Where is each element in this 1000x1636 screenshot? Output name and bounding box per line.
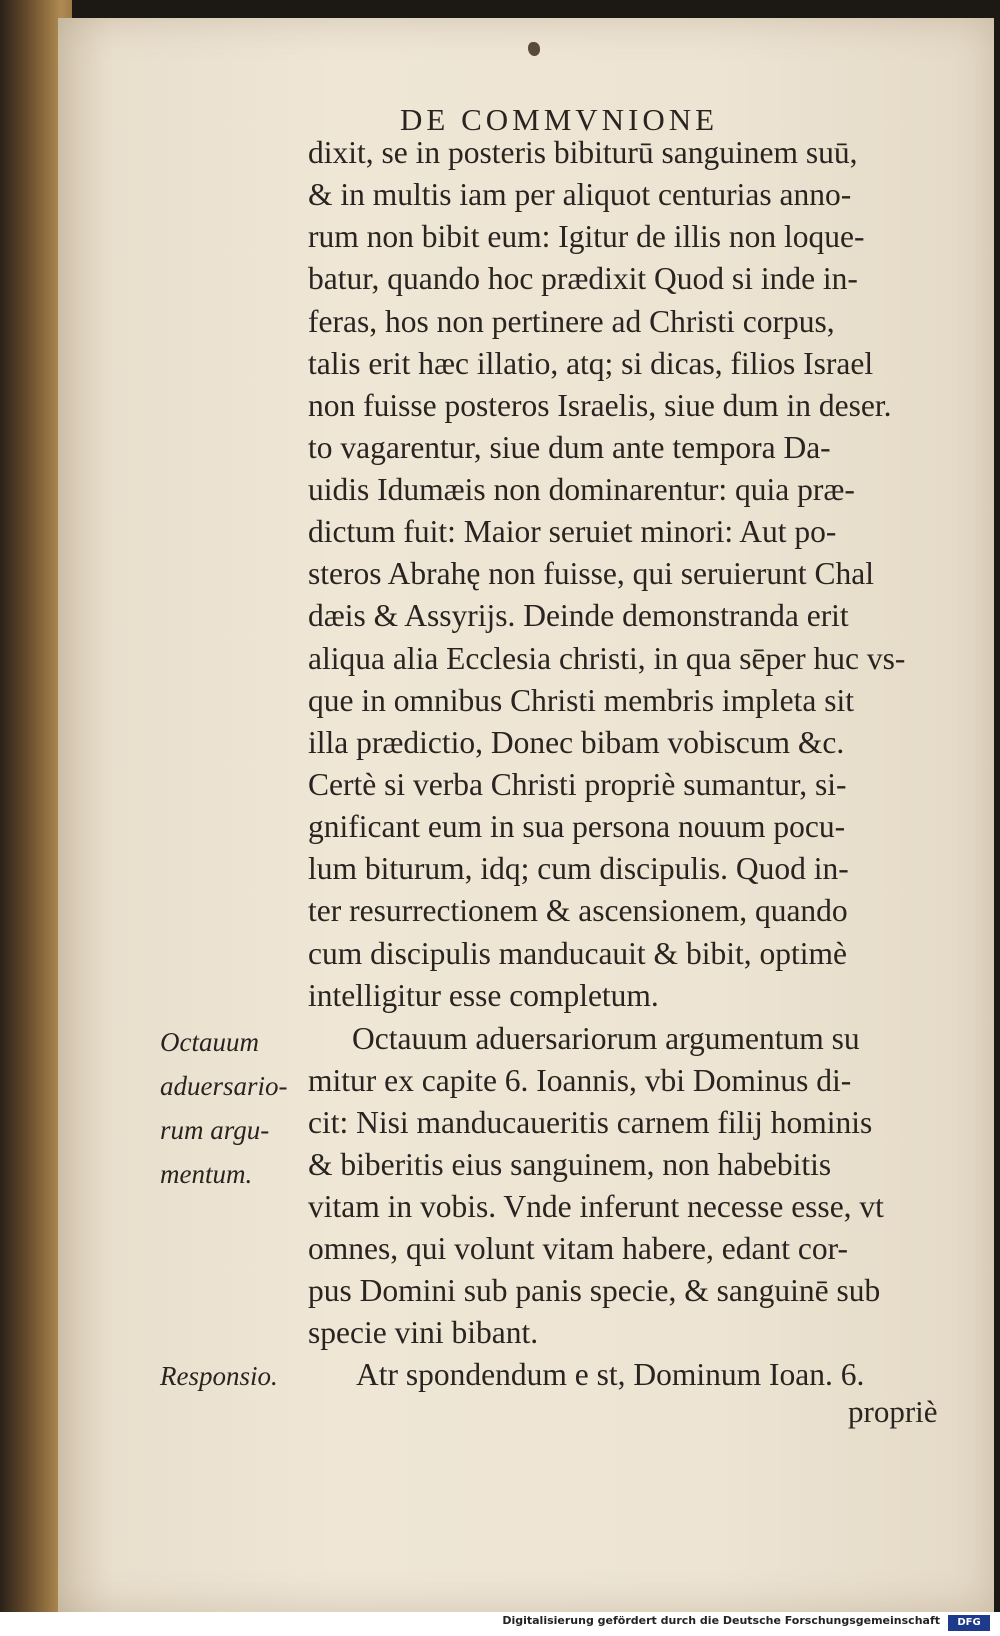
text-line: gnificant eum in sua persona nouum pocu-: [308, 809, 846, 844]
text-line: batur, quando hoc prædixit Quod si inde in-: [308, 261, 858, 296]
text-line: Atr spondendum e st, Dominum Ioan. 6.: [356, 1357, 865, 1392]
text-line: Certè si verba Christi propriè sumantur, si-: [308, 767, 847, 802]
margin-note-line: rum argu-: [160, 1115, 270, 1145]
margin-note-line: mentum.: [160, 1159, 253, 1189]
text-line: Octauum aduersariorum argumentum su: [352, 1021, 860, 1056]
text-line: aliqua alia Ecclesia christi, in qua sēper huc vs-: [308, 641, 906, 676]
dfg-logo-icon: DFG: [948, 1615, 990, 1631]
text-line: vitam in vobis. Vnde inferunt necesse esse, vt: [308, 1189, 884, 1224]
margin-note-responsio: Responsio.: [160, 1361, 278, 1391]
text-line: & in multis iam per aliquot centurias anno-: [308, 177, 852, 212]
text-line: ter resurrectionem & ascensionem, quando: [308, 893, 848, 928]
text-line: steros Abrahę non fuisse, qui seruierunt Chal: [308, 556, 875, 591]
text-line: dæis & Assyrijs. Deinde demonstranda erit: [308, 598, 849, 633]
text-line: feras, hos non pertinere ad Christi corpus,: [308, 304, 835, 339]
text-line: cum discipulis manducauit & bibit, optimè: [308, 936, 847, 971]
margin-note-line: aduersario-: [160, 1071, 288, 1101]
text-line: uidis Idumæis non dominarentur: quia præ-: [308, 472, 855, 507]
text-line: que in omnibus Christi membris impleta sit: [308, 683, 854, 718]
text-line: & biberitis eius sanguinem, non habebitis: [308, 1147, 832, 1182]
text-line: dictum fuit: Maior seruiet minori: Aut po-: [308, 514, 837, 549]
text-line: intelligitur esse completum.: [308, 978, 659, 1013]
text-line: rum non bibit eum: Igitur de illis non loque-: [308, 219, 865, 254]
page-header: DE COMMVNIONE: [400, 102, 719, 137]
text-line: talis erit hæc illatio, atq; si dicas, filios Israel: [308, 346, 874, 381]
ink-mark: [528, 42, 540, 56]
text-line: omnes, qui volunt vitam habere, edant cor-: [308, 1231, 848, 1266]
text-line: illa prædictio, Donec bibam vobiscum &c.: [308, 725, 845, 760]
text-line: non fuisse posteros Israelis, siue dum in deser.: [308, 388, 892, 423]
text-line: specie vini bibant.: [308, 1315, 539, 1350]
margin-note-line: Octauum: [160, 1027, 259, 1057]
text-line: pus Domini sub panis specie, & sanguinē sub: [308, 1273, 881, 1308]
text-line: dixit, se in posteris bibiturū sanguinem suū,: [308, 135, 858, 170]
text-line: to vagarentur, siue dum ante tempora Da-: [308, 430, 831, 465]
text-line: mitur ex capite 6. Ioannis, vbi Dominus di-: [308, 1063, 852, 1098]
text-line: cit: Nisi manducaueritis carnem filij hominis: [308, 1105, 873, 1140]
catchword: propriè: [848, 1394, 938, 1429]
footer-credit: Digitalisierung gefördert durch die Deutsche Forschungsgemeinschaft: [502, 1614, 940, 1627]
text-line: lum biturum, idq; cum discipulis. Quod in-: [308, 851, 849, 886]
